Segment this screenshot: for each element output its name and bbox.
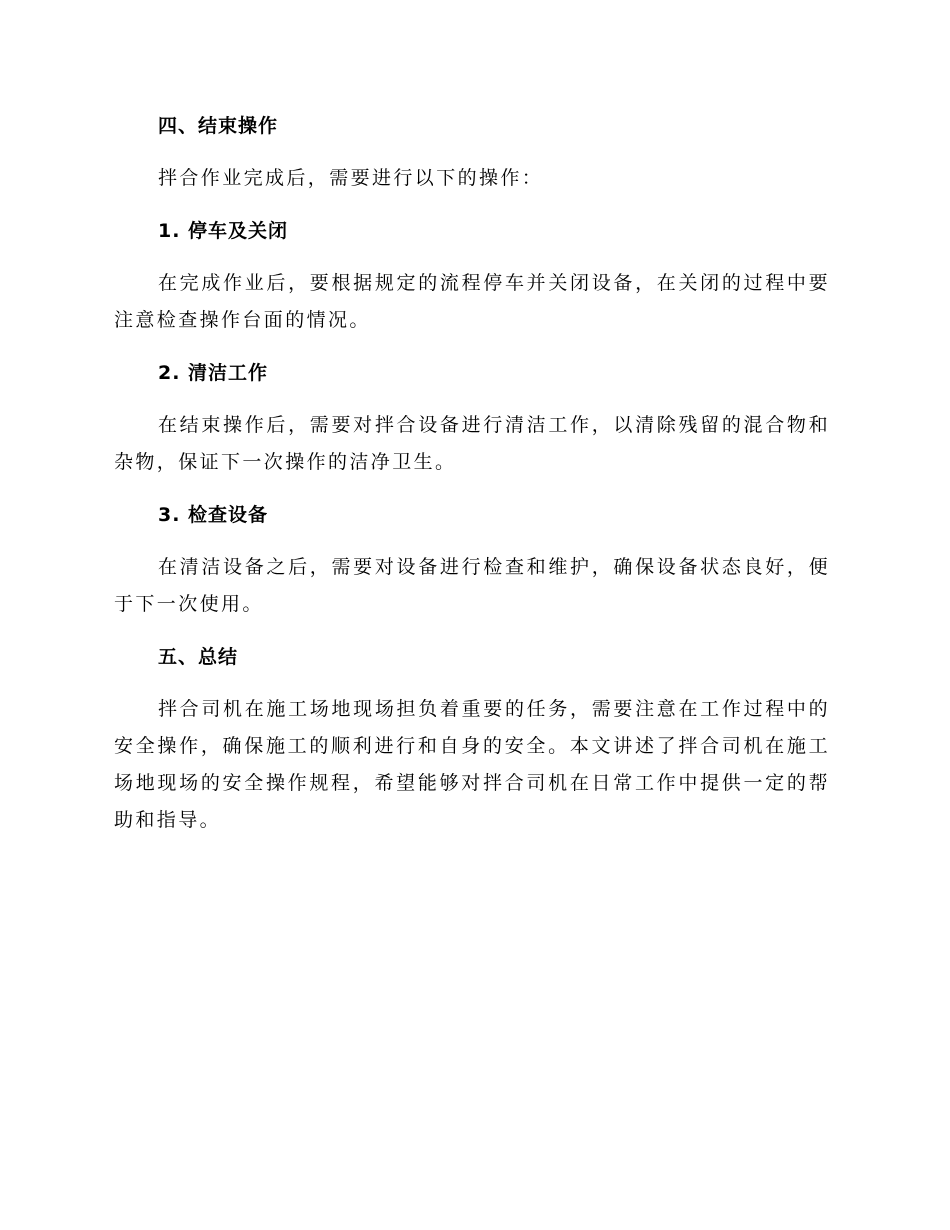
- item-1-text: 在完成作业后，要根据规定的流程停车并关闭设备，在关闭的过程中要注意检查操作台面的情况。: [114, 272, 830, 331]
- item-3-text: 在清洁设备之后，需要对设备进行检查和维护，确保设备状态良好，便于下一次使用。: [114, 556, 830, 615]
- section-4-intro: 拌合作业完成后，需要进行以下的操作：: [158, 167, 544, 189]
- item-2-heading: 2. 清洁工作: [158, 362, 269, 384]
- item-1-heading: 1. 停车及关闭: [158, 220, 289, 242]
- section-4-heading: 四、结束操作: [158, 115, 279, 137]
- section-5-heading: 五、总结: [158, 646, 239, 668]
- item-2-text: 在结束操作后，需要对拌合设备进行清洁工作，以清除残留的混合物和杂物，保证下一次操作的洁净卫生。: [114, 414, 830, 473]
- section-5-text: 拌合司机在施工场地现场担负着重要的任务，需要注意在工作过程中的安全操作，确保施工的顺利进行和自身的安全。本文讲述了拌合司机在施工场地现场的安全操作规程，希望能够对拌合司机在日常工作中提供一定的帮助和指导。: [114, 698, 830, 831]
- document-body: [114, 108, 830, 839]
- item-3-heading: 3. 检查设备: [158, 504, 269, 526]
